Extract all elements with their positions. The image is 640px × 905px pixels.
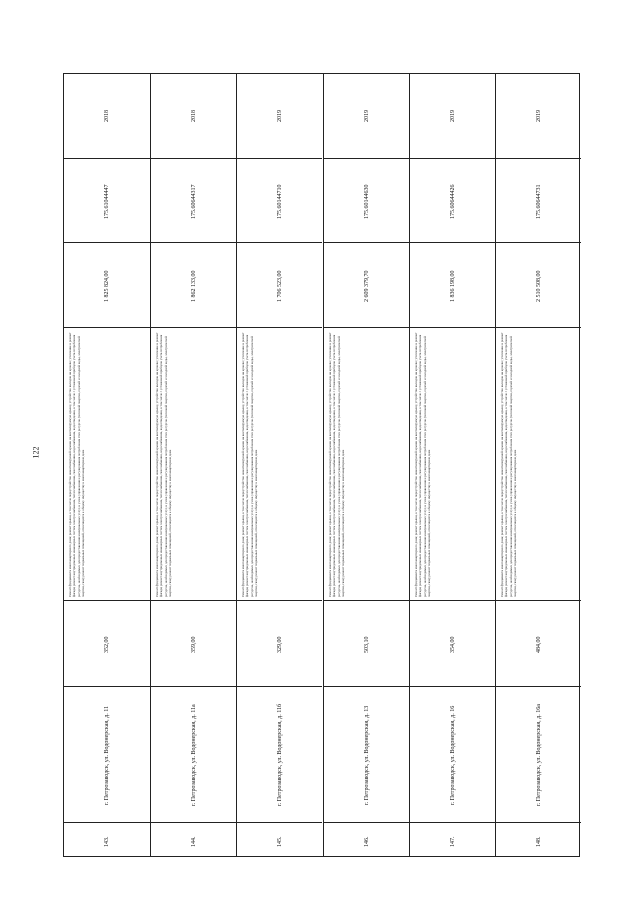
area-cell	[64, 600, 150, 686]
area: 484,00	[535, 636, 542, 653]
code: 175.60644731	[535, 184, 542, 219]
work-description: Ремонт фундамента многоквартирного дома; ремонт крыши, в том числе переустройство невентилируемой крыши на вентилируемую крышу, устройство выходов на кровлю; утепление и ремонт фасада; ремонт внутридомовых инженерных систем электроснабжения, теплоснабжения, газоснабжения, водоснабжения, водоотведения, в том числе с установкой приборов учета потребления ресурсов, необходимых для предоставления коммунальных услуг, и узлов управления и регулирования потребления этих ресурсов (тепловой энергии, горячей и холодной воды, электрической энергии, газа); ремонт подвальных помещений, относящихся к общему имуществу в многоквартирном доме	[155, 332, 173, 597]
number-cell	[64, 822, 150, 858]
year-cell	[410, 74, 495, 158]
address: г. Петрозаводск, ул. Водонерская, д. 16а	[535, 704, 542, 806]
code: 175.60644317	[191, 184, 198, 219]
row-number: 145.	[277, 836, 284, 847]
cost: 1 836 198,00	[449, 270, 456, 302]
work-description: Ремонт фундамента многоквартирного дома; ремонт крыши, в том числе переустройство невентилируемой крыши на вентилируемую крышу, устройство выходов на кровлю; утепление и ремонт фасада; ремонт внутридомовых инженерных систем электроснабжения, теплоснабжения, газоснабжения, водоснабжения, водоотведения, в том числе с установкой приборов учета потребления ресурсов, необходимых для предоставления коммунальных услуг, и узлов управления и регулирования потребления этих ресурсов (тепловой энергии, горячей и холодной воды, электрической энергии, газа); ремонт подвальных помещений, относящихся к общему имуществу в многоквартирном доме	[68, 332, 85, 597]
address-cell	[237, 686, 322, 822]
cost: 1 706 523,00	[277, 270, 284, 302]
cost: 1 862 133,00	[191, 270, 198, 302]
work-description-cell	[324, 327, 409, 600]
cost-cell	[151, 242, 236, 327]
number-cell	[237, 822, 322, 858]
number-cell	[151, 822, 236, 858]
cost-cell	[324, 242, 409, 327]
address: г. Петрозаводск, ул. Водонерская, д. 13	[363, 705, 370, 805]
address: г. Петрозаводск, ул. Водонерская, д. 11б	[277, 703, 284, 806]
code: 175.60644426	[449, 184, 456, 219]
number-cell	[496, 822, 581, 858]
row-number: 143.	[104, 836, 111, 847]
table-row	[64, 74, 150, 856]
address-cell	[151, 686, 236, 822]
year-cell	[237, 74, 322, 158]
cost-cell	[237, 242, 322, 327]
code-cell	[237, 158, 322, 242]
code: 175.61044447	[104, 184, 111, 219]
code: 175.60144630	[363, 184, 370, 219]
work-description: Ремонт фундамента многоквартирного дома; ремонт крыши, в том числе переустройство невентилируемой крыши на вентилируемую крышу, устройство выходов на кровлю; утепление и ремонт фасада; ремонт внутридомовых инженерных систем электроснабжения, теплоснабжения, газоснабжения, водоснабжения, водоотведения, в том числе с установкой приборов учета потребления ресурсов, необходимых для предоставления коммунальных услуг, и узлов управления и регулирования потребления этих ресурсов (тепловой энергии, горячей и холодной воды, электрической энергии, газа); ремонт подвальных помещений, относящихся к общему имуществу в многоквартирном доме	[241, 332, 259, 597]
work-description-cell	[496, 327, 581, 600]
area: 354,00	[449, 636, 456, 653]
table-row	[323, 74, 409, 856]
table-row	[236, 74, 322, 856]
code-cell	[496, 158, 581, 242]
year: 2018	[104, 110, 111, 122]
area-cell	[151, 600, 236, 686]
work-description: Ремонт фундамента многоквартирного дома; ремонт крыши, в том числе переустройство невентилируемой крыши на вентилируемую крышу, устройство выходов на кровлю; утепление и ремонт фасада; ремонт внутридомовых инженерных систем электроснабжения, теплоснабжения, газоснабжения, водоснабжения, водоотведения, в том числе с установкой приборов учета потребления ресурсов, необходимых для предоставления коммунальных услуг, и узлов управления и регулирования потребления этих ресурсов (тепловой энергии, горячей и холодной воды, электрической энергии, газа); ремонт подвальных помещений, относящихся к общему имуществу в многоквартирном доме	[413, 332, 431, 597]
cost-cell	[496, 242, 581, 327]
year: 2018	[191, 110, 198, 122]
cost: 2 510 508,00	[535, 270, 542, 302]
row-number: 147.	[449, 836, 456, 847]
code-cell	[324, 158, 409, 242]
work-description: Ремонт фундамента многоквартирного дома; ремонт крыши, в том числе переустройство невентилируемой крыши на вентилируемую крышу, устройство выходов на кровлю; утепление и ремонт фасада; ремонт внутридомовых инженерных систем электроснабжения, теплоснабжения, газоснабжения, водоснабжения, водоотведения, в том числе с установкой приборов учета потребления ресурсов, необходимых для предоставления коммунальных услуг, и узлов управления и регулирования потребления этих ресурсов (тепловой энергии, горячей и холодной воды, электрической энергии, газа); ремонт подвальных помещений, относящихся к общему имуществу в многоквартирном доме	[327, 332, 345, 597]
code-cell	[151, 158, 236, 242]
work-description-cell	[64, 327, 150, 600]
table-row	[495, 74, 581, 856]
work-description-cell	[151, 327, 236, 600]
year: 2019	[449, 110, 456, 122]
area: 359,00	[191, 636, 198, 653]
area-cell	[410, 600, 495, 686]
row-number: 146.	[363, 836, 370, 847]
work-description-cell	[410, 327, 495, 600]
code-cell	[64, 158, 150, 242]
area: 503,10	[363, 636, 370, 653]
code: 175.60144710	[277, 184, 284, 219]
row-number: 148.	[535, 836, 542, 847]
cost: 2 609 379,70	[363, 270, 370, 302]
year-cell	[151, 74, 236, 158]
area-cell	[496, 600, 581, 686]
address-cell	[410, 686, 495, 822]
cost-cell	[410, 242, 495, 327]
table-row	[150, 74, 236, 856]
year-cell	[324, 74, 409, 158]
year-cell	[496, 74, 581, 158]
code-cell	[410, 158, 495, 242]
address: г. Петрозаводск, ул. Водонерская, д. 16	[449, 705, 456, 805]
area: 352,00	[104, 636, 111, 653]
number-cell	[324, 822, 409, 858]
work-description: Ремонт фундамента многоквартирного дома; ремонт крыши, в том числе переустройство невентилируемой крыши на вентилируемую крышу, устройство выходов на кровлю; утепление и ремонт фасада; ремонт внутридомовых инженерных систем электроснабжения, теплоснабжения, газоснабжения, водоснабжения, водоотведения, в том числе с установкой приборов учета потребления ресурсов, необходимых для предоставления коммунальных услуг, и узлов управления и регулирования потребления этих ресурсов (тепловой энергии, горячей и холодной воды, электрической энергии, газа); ремонт подвальных помещений, относящихся к общему имуществу в многоквартирном доме	[499, 332, 517, 597]
address-cell	[64, 686, 150, 822]
capital-repair-table	[63, 73, 580, 857]
table-row	[409, 74, 495, 856]
year: 2019	[277, 110, 284, 122]
year: 2019	[535, 110, 542, 122]
address: г. Петрозаводск, ул. Водонерская, д. 11	[104, 705, 111, 805]
year: 2019	[363, 110, 370, 122]
cost-cell	[64, 242, 150, 327]
cost: 1 825 824,00	[104, 270, 111, 302]
area: 329,00	[277, 636, 284, 653]
year-cell	[64, 74, 150, 158]
row-number: 144.	[191, 836, 198, 847]
number-cell	[410, 822, 495, 858]
address-cell	[496, 686, 581, 822]
page-number: 122	[31, 446, 41, 459]
work-description-cell	[237, 327, 322, 600]
area-cell	[237, 600, 322, 686]
area-cell	[324, 600, 409, 686]
address: г. Петрозаводск, ул. Водонерская, д. 11а	[191, 704, 198, 806]
address-cell	[324, 686, 409, 822]
